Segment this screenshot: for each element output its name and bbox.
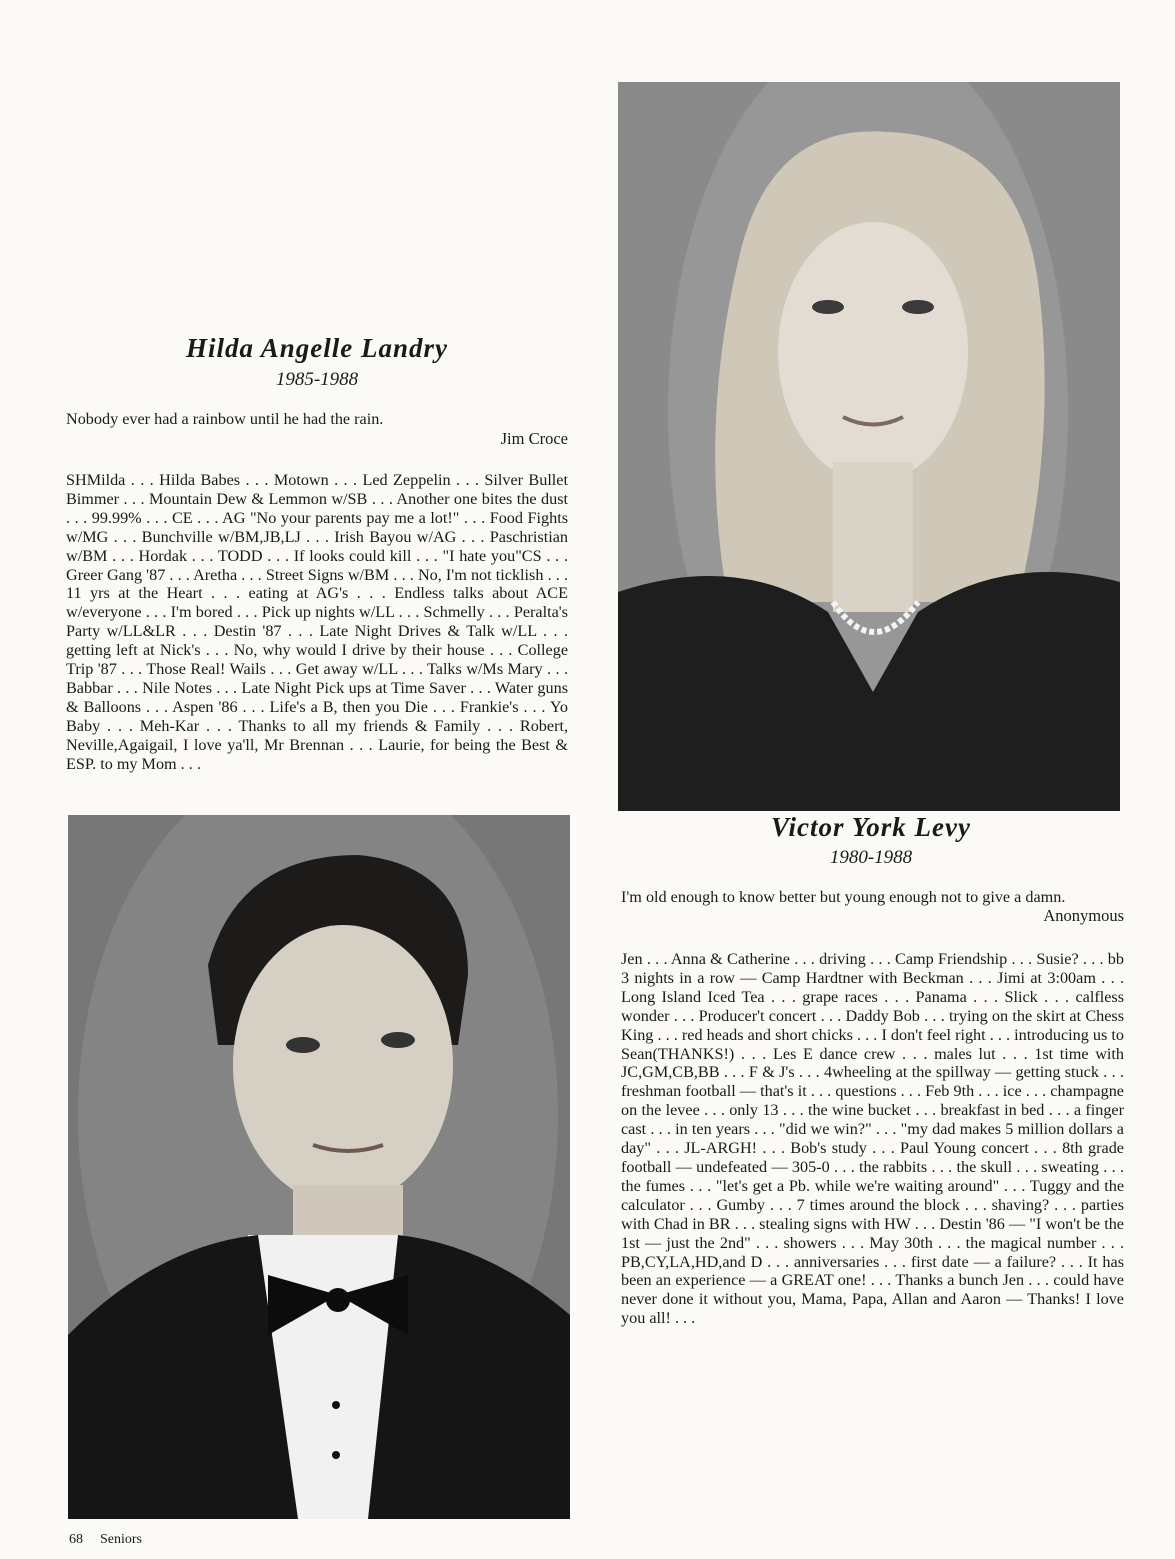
portrait-photo-victor — [68, 815, 570, 1519]
quote-author-victor: Anonymous — [1043, 906, 1124, 925]
page-number: 68 — [69, 1532, 83, 1547]
student-name-hilda: Hilda Angelle Landry — [186, 333, 448, 363]
student-years-hilda: 1985-1988 — [275, 369, 359, 390]
page-footer — [69, 1532, 142, 1548]
memories-victor: Jen . . . Anna & Catherine . . . driving . . . Camp Friendship . . . Susie? . . . bb 3 nights in a row — Camp Hardtner with Beckman . . . Jimi at 3:00am . . . Long Island Iced Tea . . . grape races . . . Panama . . . Slick . . . calfless wonder . . . Producer't concert . . . Daddy Bob . . . trying on the skirt at Chess King . . . red heads and short chicks . . . I don't feel right . . . introducing us to Sean(THANKS!) . . . Les E dance crew . . . males lut . . . 1st time with JC,GM,CB,BB . . . F & J's . . . 4wheeling at the spillway — getting stuck . . . freshman football — that's it . . . questions . . . Feb 9th . . . ice . . . champagne on the levee . . . only 13 . . . the wine bucket . . . breakfast in bed . . . a finger cast . . . in ten years . . . "did we win?" . . . "my dad makes 5 million dollars a day" . . . JL-ARGH! . . . Bob's study . . . Paul Young concert . . . 8th grade football — undefeated — 305-0 . . . the rabbits . . . the skull . . . sweating . . . the fumes . . . "let's get a Pb. while we're waiting around" . . . Tuggy and the calculator . . . Gumby . . . 7 times around the block . . . shaving? . . . parties with Chad in BR . . . stealing signs with HW . . . Destin '86 — "I won't be the 1st — just the 2nd" . . . showers . . . May 30th . . . the magical number . . . PB,CY,LA,HD,and D . . . anniversaries . . . first date — a failure? . . . It has been an experience — a GREAT one! . . . Thanks a bunch Jen . . . could have never done it without you, Mama, Papa, Allan and Aaron — Thanks! I love you all! . . . — [621, 950, 1124, 1328]
student-years-victor: 1980-1988 — [829, 847, 913, 868]
portrait-photo-hilda — [618, 82, 1120, 811]
section-label: Seniors — [100, 1532, 142, 1547]
quote-victor: I'm old enough to know better but young enough not to give a damn. — [621, 888, 1066, 906]
memories-hilda: SHMilda . . . Hilda Babes . . . Motown . . . Led Zeppelin . . . Silver Bullet Bimmer . . . Mountain Dew & Lemmon w/SB . . . Another one bites the dust . . . 99.99% . . . CE . . . AG "No your parents pay me a lot!" . . . Food Fights w/MG . . . Bunchville w/BM,JB,LJ . . . Irish Bayou w/AG . . . Paschristian w/BM . . . Hordak . . . TODD . . . If looks could kill . . . "I hate you"CS . . . Greer Gang '87 . . . Aretha . . . Street Signs w/BM . . . No, I'm not ticklish . . . 11 yrs at the Heart . . . eating at AG's . . . Endless talks about ACE w/everyone . . . I'm bored . . . Pick up nights w/LL . . . Schmelly . . . Peralta's Party w/LL&LR . . . Destin '87 . . . Late Night Drives & Talk w/LL . . . getting left at Nick's . . . No, why would I drive by their house . . . College Trip '87 . . . Those Real! Wails . . . Get away w/LL . . . Talks w/Ms Mary . . . Babbar . . . Nile Notes . . . Late Night Pick ups at Time Saver . . . Water guns & Balloons . . . Aspen '86 . . . Life's a B, then you Die . . . Frankie's . . . Yo Baby . . . Meh-Kar . . . Thanks to all my friends & Family . . . Robert, Neville,Agaigail, I love ya'll, Mr Brennan . . . Laurie, for being the Best & ESP. to my Mom . . . — [66, 471, 568, 773]
quote-author-hilda: Jim Croce — [500, 429, 568, 448]
quote-hilda: Nobody ever had a rainbow until he had the rain. — [66, 410, 384, 428]
student-name-victor: Victor York Levy — [771, 812, 971, 842]
